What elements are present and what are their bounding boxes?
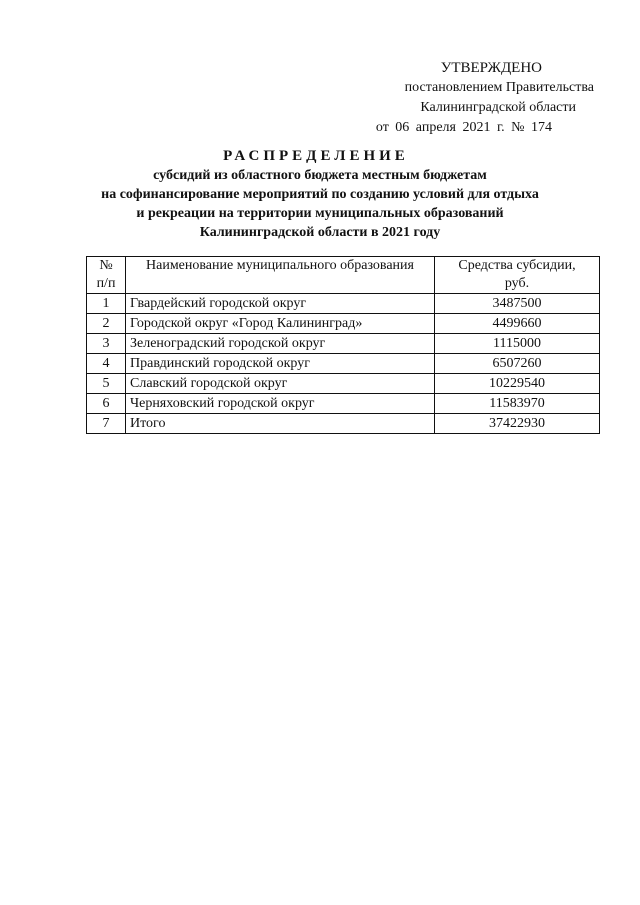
row-sum: 3487500	[435, 294, 600, 314]
row-name: Гвардейский городской округ	[126, 294, 435, 314]
row-number: 6	[87, 394, 126, 414]
row-sum: 11583970	[435, 394, 600, 414]
row-sum: 6507260	[435, 354, 600, 374]
row-name: Зеленоградский городской округ	[126, 334, 435, 354]
row-name: Черняховский городской округ	[126, 394, 435, 414]
row-sum: 10229540	[435, 374, 600, 394]
row-sum: 4499660	[435, 314, 600, 334]
table-row	[87, 394, 600, 414]
title-line-1: субсидий из областного бюджета местным бюджетам	[153, 168, 487, 183]
approval-decree: постановлением Правительства	[404, 80, 594, 95]
table-row	[87, 354, 600, 374]
distribution-table	[86, 256, 600, 434]
row-number: 1	[87, 294, 126, 314]
header-name: Наименование муниципального образования	[126, 257, 435, 294]
header-sum-line2: руб.	[504, 276, 530, 291]
header-number-line1: №	[99, 258, 113, 273]
row-name: Итого	[126, 414, 435, 434]
header-sum	[435, 257, 600, 294]
row-sum: 37422930	[435, 414, 600, 434]
row-number: 4	[87, 354, 126, 374]
row-number: 2	[87, 314, 126, 334]
title-line-3: и рекреации на территории муниципальных образований	[136, 206, 504, 221]
row-name: Славский городской округ	[126, 374, 435, 394]
header-sum-line1: Средства субсидии,	[458, 258, 576, 273]
table-header-row	[87, 257, 600, 294]
approval-heading: УТВЕРЖДЕНО	[440, 60, 542, 76]
row-sum: 1115000	[435, 334, 600, 354]
table-row	[87, 334, 600, 354]
approval-date-number: от 06 апреля 2021 г. № 174	[375, 120, 552, 135]
title-main: РАСПРЕДЕЛЕНИЕ	[223, 148, 409, 164]
document-title	[0, 146, 640, 242]
table-row-total	[87, 414, 600, 434]
row-number: 3	[87, 334, 126, 354]
row-name: Правдинский городской округ	[126, 354, 435, 374]
table-row	[87, 294, 600, 314]
header-number-line2: п/п	[96, 276, 116, 291]
row-name: Городской округ «Город Калининград»	[126, 314, 435, 334]
approval-region: Калининградской области	[420, 100, 576, 115]
table-row	[87, 314, 600, 334]
approval-stamp	[376, 58, 594, 138]
header-number	[87, 257, 126, 294]
row-number: 5	[87, 374, 126, 394]
row-number: 7	[87, 414, 126, 434]
title-line-4: Калининградской области в 2021 году	[199, 225, 441, 240]
title-line-2: на софинансирование мероприятий по созданию условий для отдыха	[101, 187, 539, 202]
table-row	[87, 374, 600, 394]
